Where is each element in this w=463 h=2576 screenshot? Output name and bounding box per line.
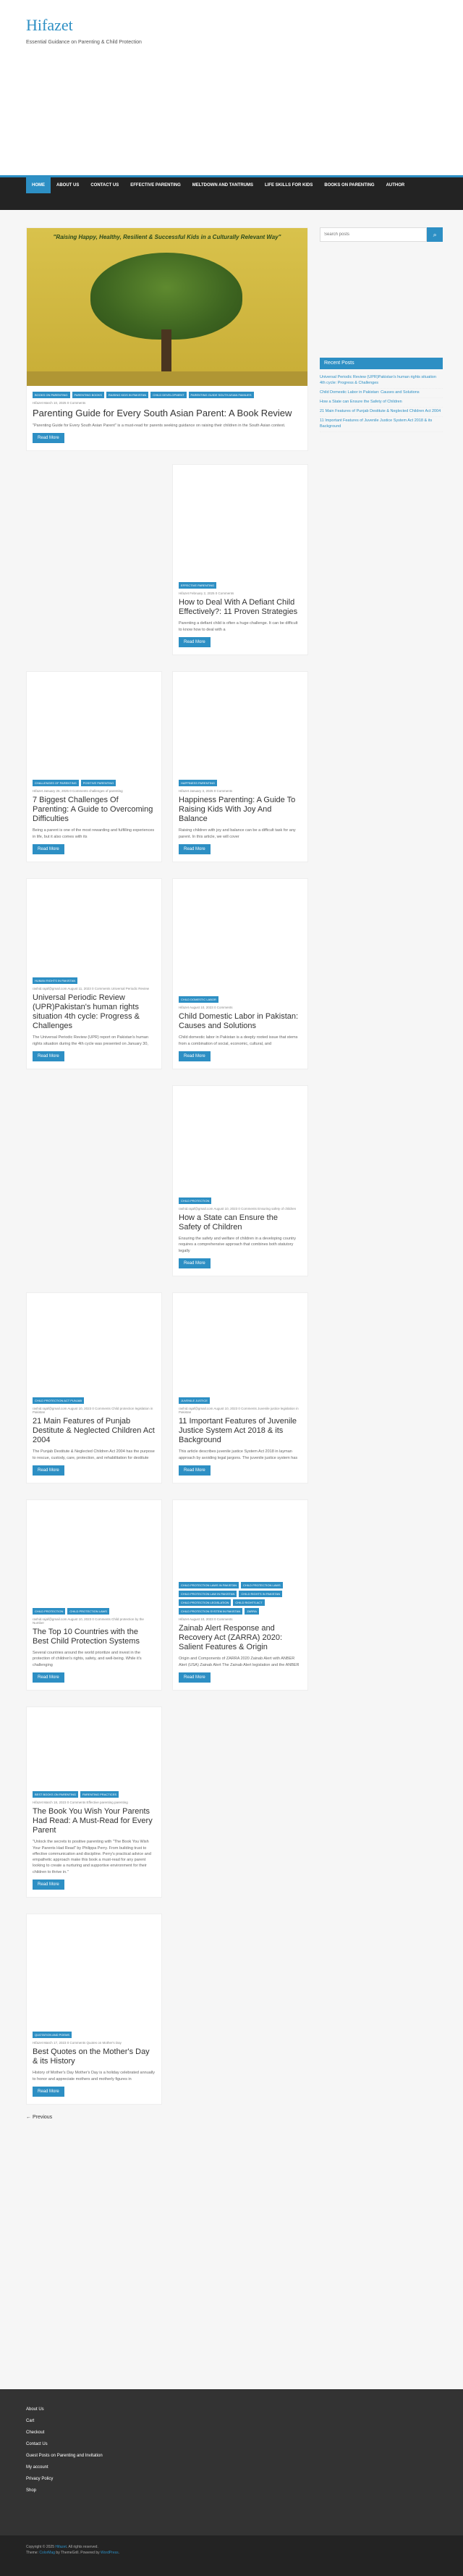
tree-trunk bbox=[161, 329, 171, 373]
post-excerpt: Ensuring the safety and welfare of children in a developing country requires a comprehensive approach that combines both statutory legally bbox=[179, 1237, 297, 1253]
search-input[interactable] bbox=[320, 227, 427, 242]
recent-post-link[interactable]: How a State can Ensure the Safety of Children bbox=[320, 398, 443, 408]
nav-author[interactable]: AUTHOR bbox=[386, 183, 405, 188]
search-icon: ⌕ bbox=[433, 230, 437, 238]
post-card bbox=[172, 1085, 308, 1276]
copyright-site-link[interactable]: Hifazet bbox=[55, 2545, 67, 2549]
post-tags bbox=[33, 977, 156, 984]
category-tag[interactable]: CHILD PROTECTION SYSTEM IN PAKISTAN bbox=[179, 1608, 242, 1615]
post-title[interactable]: How to Deal With A Defiant Child Effectively?: 11 Proven Strategies bbox=[179, 597, 298, 617]
widget-title: Recent Posts bbox=[320, 358, 443, 369]
nav-books-on-parenting[interactable]: BOOKS ON PARENTING bbox=[324, 183, 375, 188]
post-excerpt: Several countries around the world prioritize and invest in the protection of children's rights, safety, and well-being. While it's challenging bbox=[33, 1651, 142, 1667]
post-card bbox=[26, 1914, 162, 2105]
post-card bbox=[26, 878, 162, 1069]
site-tagline: Essential Guidance on Parenting & Child Protection bbox=[26, 40, 142, 45]
category-tag[interactable]: CHILD RIGHTS IN PAKISTAN bbox=[239, 1591, 282, 1597]
post-excerpt: The Punjab Destitute & Neglected Children Act 2004 has the purpose to rescue, custody, care, protection, and rehabilitation for destitute bbox=[33, 1449, 155, 1460]
read-more-button[interactable]: Read More bbox=[179, 1258, 211, 1268]
main-column bbox=[26, 227, 308, 2105]
sidebar bbox=[320, 227, 443, 2105]
post-meta: Hifazet March 18, 2023 0 Comments Effective parenting parenting bbox=[33, 1800, 128, 1804]
post-meta: rashid.rajaf@gmail.com August 10, 2023 0 Comments Juvenile justice legislation in Pakistan bbox=[179, 1406, 299, 1414]
post-meta: Hifazet August 10, 2023 0 Comments bbox=[179, 1005, 233, 1009]
post-grid bbox=[26, 464, 308, 2105]
post-card bbox=[26, 1499, 162, 1691]
category-tag[interactable]: HAPPINESS PARENTING bbox=[179, 780, 217, 786]
read-more-button[interactable]: Read More bbox=[33, 1051, 64, 1061]
post-title[interactable]: Zainab Alert Response and Recovery Act (ZARRA) 2020: Salient Features & Origin bbox=[179, 1623, 283, 1652]
footer-link-checkout[interactable]: Checkout bbox=[26, 2430, 45, 2435]
read-more-button[interactable]: Read More bbox=[179, 637, 211, 647]
category-tag[interactable]: BEST BOOKS ON PARENTING bbox=[33, 1791, 78, 1798]
category-tag[interactable]: CHILD DOMESTIC LABOR bbox=[179, 996, 218, 1003]
post-tags bbox=[179, 780, 302, 786]
search-button[interactable] bbox=[427, 227, 443, 242]
featured-tags bbox=[33, 392, 302, 398]
post-excerpt: Origin and Components of ZARRA 2020 Zainab Alert with ANBER Alert (USA) Zainab Alert The Zainab Alert legislation and the ANBER bbox=[179, 1657, 300, 1667]
site-title[interactable]: Hifazet bbox=[26, 16, 73, 34]
category-tag[interactable]: CHILD PROTECTION bbox=[33, 1608, 65, 1615]
theme-link[interactable]: ColorMag bbox=[39, 2551, 56, 2555]
nav-effective-parenting[interactable]: EFFECTIVE PARENTING bbox=[130, 183, 181, 188]
post-title[interactable]: 7 Biggest Challenges Of Parenting: A Guide to Overcoming Difficulties bbox=[33, 795, 153, 824]
post-meta: rashid.rajaf@gmail.com August 10, 2023 0 Comments Ensuring safety of children bbox=[179, 1206, 297, 1211]
nav-meltdown-tantrums[interactable]: MELTDOWN AND TANTRUMS bbox=[192, 183, 254, 188]
post-title[interactable]: 11 Important Features of Juvenile Justice System Act 2018 & its Background bbox=[179, 1416, 297, 1445]
tree-illustration bbox=[90, 253, 242, 340]
category-tag[interactable]: HUMAN RIGHTS IN PAKISTAN bbox=[33, 977, 77, 984]
post-tags bbox=[33, 1397, 156, 1404]
previous-page-link[interactable]: ← Previous bbox=[26, 2114, 53, 2120]
wordpress-link[interactable]: WordPress bbox=[101, 2551, 119, 2555]
category-tag[interactable]: EFFECTIVE PARENTING bbox=[179, 582, 216, 589]
post-tags bbox=[33, 1608, 156, 1615]
recent-post-link[interactable]: Universal Periodic Review (UPR)Pakistan's human rights situation 4th cycle: Progress & Challenges bbox=[320, 374, 443, 389]
post-meta: rashid.rajaf@gmail.com August 10, 2023 0 Comments Child protection legislation in Pakistan bbox=[33, 1406, 153, 1414]
post-excerpt: The Universal Periodic Review (UPR) report on Pakistan's human rights situation during the 4th cycle was presented on January 30, bbox=[33, 1035, 149, 1046]
featured-banner-text: "Raising Happy, Healthy, Resilient & Successful Kids in a Culturally Relevant Way" bbox=[53, 234, 281, 240]
copyright-rights: . All rights reserved. bbox=[66, 2545, 98, 2549]
post-card bbox=[172, 671, 308, 862]
main-navigation bbox=[0, 175, 463, 210]
featured-image[interactable] bbox=[27, 228, 307, 386]
post-title[interactable]: Child Domestic Labor in Pakistan: Causes and Solutions bbox=[179, 1011, 299, 1031]
post-tags bbox=[179, 1197, 302, 1204]
category-tag[interactable]: CHILD PROTECTION LAW IN PAKISTAN bbox=[179, 1591, 237, 1597]
footer-link-guest-posts[interactable]: Guest Posts on Parenting and Invitation bbox=[26, 2454, 103, 2458]
nav-home[interactable]: HOME bbox=[26, 177, 51, 193]
post-meta: Hifazet January 26, 2025 0 Comments challenges of parenting bbox=[33, 788, 123, 793]
category-tag[interactable]: CHILD PROTECTION bbox=[179, 1197, 211, 1204]
post-excerpt: Being a parent is one of the most rewarding and fulfilling experiences in life, but it also comes with its bbox=[33, 828, 155, 839]
category-tag[interactable]: CHILD PROTECTION LAWS IN PAKISTAN bbox=[179, 1582, 239, 1588]
post-card bbox=[172, 1292, 308, 1483]
post-title[interactable]: Best Quotes on the Mother's Day & its History bbox=[33, 2047, 150, 2066]
category-tag[interactable]: QUOTATION AND POEMS bbox=[33, 2032, 72, 2038]
category-tag[interactable]: PARENTING GUIDE SOUTH ASIAN FAMILIES bbox=[189, 392, 254, 398]
theme-prefix: Theme: bbox=[26, 2551, 38, 2555]
read-more-button[interactable]: Read More bbox=[179, 844, 211, 854]
read-more-button[interactable]: Read More bbox=[33, 2087, 64, 2097]
copyright-bar bbox=[0, 2535, 463, 2576]
category-tag[interactable]: PARENTING PRACTICES bbox=[80, 1791, 119, 1798]
category-tag[interactable]: RAISING KIDS IN PAKISTAN bbox=[106, 392, 148, 398]
post-tags bbox=[33, 780, 156, 786]
post-tags bbox=[179, 582, 302, 589]
category-tag[interactable]: CHILD PROTECTION ACT PUNJAB bbox=[33, 1397, 84, 1404]
post-meta: rashid.rajaf@gmail.com August 10, 2023 0 Comments Child protection by the Number bbox=[33, 1617, 144, 1625]
post-card bbox=[172, 1499, 308, 1691]
post-excerpt: "Parenting Guide for Every South Asian Parent" is a must-read for parents seeking guidance on raising their children in the South Asian context. bbox=[33, 423, 286, 428]
recent-posts-widget bbox=[320, 358, 443, 432]
post-meta: Hifazet January 3, 2025 0 Comments bbox=[179, 788, 233, 793]
post-meta: Hifazet March 10, 2025 0 Comments bbox=[33, 401, 86, 405]
nav-about-us[interactable]: ABOUT US bbox=[56, 183, 80, 188]
post-tags bbox=[179, 1397, 302, 1404]
post-excerpt: Parenting a defiant child is often a huge challenge. It can be difficult to know how to deal with a bbox=[179, 621, 298, 632]
post-card bbox=[26, 1706, 162, 1898]
footer-link-contact-us[interactable]: Contact Us bbox=[26, 2442, 48, 2446]
category-tag[interactable]: ZARRA bbox=[245, 1608, 259, 1615]
recent-post-link[interactable]: 11 Important Features of Juvenile Justice System Act 2018 & its Background bbox=[320, 417, 443, 432]
nav-contact-us[interactable]: CONTACT US bbox=[90, 183, 119, 188]
read-more-button[interactable]: Read More bbox=[179, 1465, 211, 1476]
post-excerpt: Child domestic labor in Pakistan is a deeply rooted issue that stems from a combination of social, economic, cultural, and bbox=[179, 1035, 298, 1046]
category-tag[interactable]: PARENTING BOOKS bbox=[72, 392, 104, 398]
post-title[interactable]: The Top 10 Countries with the Best Child Protection Systems bbox=[33, 1627, 140, 1646]
category-tag[interactable]: BOOKS ON PARENTING bbox=[33, 392, 70, 398]
post-meta: Hifazet August 10, 2023 0 Comments bbox=[179, 1617, 233, 1621]
footer-link-about-us[interactable]: About Us bbox=[26, 2407, 44, 2412]
category-tag[interactable]: CHILD PROTECTION LEGISLATION bbox=[179, 1599, 231, 1606]
post-title[interactable]: 21 Main Features of Punjab Destitute & Neglected Children Act 2004 bbox=[33, 1416, 155, 1445]
post-excerpt: History of Mother's Day Mother's Day is a holiday celebrated annually to honor and appreciate mothers and motherly figures in bbox=[33, 2071, 156, 2082]
footer-link-cart[interactable]: Cart bbox=[26, 2419, 35, 2423]
post-meta: Hifazet March 17, 2023 0 Comments Quotes on Mother's Day bbox=[33, 2040, 122, 2045]
recent-post-link[interactable]: Child Domestic Labor in Pakistan: Causes and Solutions bbox=[320, 389, 443, 398]
footer bbox=[0, 2389, 463, 2535]
post-title[interactable]: Universal Periodic Review (UPR)Pakistan's human rights situation 4th cycle: Progress & Challenges bbox=[33, 993, 140, 1031]
nav-life-skills[interactable]: LIFE SKILLS FOR KIDS bbox=[265, 183, 313, 188]
category-tag[interactable]: CHILD PROTECTION LAWS bbox=[241, 1582, 283, 1588]
search-form bbox=[320, 227, 443, 242]
post-title[interactable]: Parenting Guide for Every South Asian Parent: A Book Review bbox=[33, 408, 292, 418]
post-excerpt: "Unlock the secrets to positive parenting with "The Book You Wish Your Parents Had Read" by Philippa Perry. From building trust to effective communication and discipline. Perry's practical advice and empathetic approach make this book a must-read for any parent looking to create a nurturing and supportive environment for their children to thrive in." bbox=[33, 1840, 151, 1874]
post-title[interactable]: The Book You Wish Your Parents Had Read: A Must-Read for Every Parent bbox=[33, 1806, 153, 1835]
category-tag[interactable]: JUVENILE JUSTICE bbox=[179, 1397, 210, 1404]
post-tags bbox=[179, 996, 302, 1003]
post-card bbox=[26, 671, 162, 862]
copyright-text: Copyright © 2025 bbox=[26, 2545, 54, 2549]
post-tags bbox=[33, 2032, 156, 2038]
theme-line bbox=[26, 2550, 437, 2556]
post-card bbox=[172, 464, 308, 655]
category-tag[interactable]: CHALLENGES OF PARENTING bbox=[33, 780, 79, 786]
read-more-button[interactable]: Read More bbox=[33, 844, 64, 854]
recent-posts-list bbox=[320, 369, 443, 432]
category-tag[interactable]: CHILD RIGHTS ACT bbox=[233, 1599, 264, 1606]
post-tags bbox=[179, 1582, 302, 1615]
read-more-button[interactable]: Read More bbox=[179, 1672, 211, 1683]
footer-link-my-account[interactable]: My account bbox=[26, 2465, 48, 2470]
footer-link-privacy-policy[interactable]: Privacy Policy bbox=[26, 2477, 54, 2481]
post-title[interactable]: How a State can Ensure the Safety of Children bbox=[179, 1213, 278, 1232]
read-more-button[interactable]: Read More bbox=[33, 1880, 64, 1890]
site-header bbox=[0, 0, 463, 175]
post-excerpt: Raising children with joy and balance can be a difficult task for any parent. In this article, we will cover bbox=[179, 828, 296, 839]
ground bbox=[27, 371, 307, 386]
post-meta: Hifazet February 2, 2025 0 Comments bbox=[179, 591, 234, 595]
recent-post-link[interactable]: 21 Main Features of Punjab Destitute & Neglected Children Act 2004 bbox=[320, 408, 443, 417]
post-card bbox=[172, 878, 308, 1069]
read-more-button[interactable]: Read More bbox=[33, 1672, 64, 1683]
post-excerpt: This article describes juvenile justice System Act 2018 in layman approach by avoiding legal jargons. The juvenile justice system has bbox=[179, 1449, 298, 1460]
post-meta: rashid.rajaf@gmail.com August 11, 2023 0 Comments Universal Periodic Review bbox=[33, 986, 150, 990]
category-tag[interactable]: CHILD PROTECTION LAWS bbox=[67, 1608, 109, 1615]
featured-post bbox=[26, 227, 308, 451]
read-more-button[interactable]: Read More bbox=[179, 1051, 211, 1061]
content-area bbox=[0, 210, 463, 2105]
theme-end: . bbox=[118, 2551, 120, 2555]
theme-by: by ThemeGrill. Powered by bbox=[56, 2551, 100, 2555]
category-tag[interactable]: POSITIVE PARENTING bbox=[81, 780, 116, 786]
category-tag[interactable]: CHILD DEVELOPMENT bbox=[150, 392, 186, 398]
post-card bbox=[26, 1292, 162, 1483]
post-title[interactable]: Happiness Parenting: A Guide To Raising Kids With Joy And Balance bbox=[179, 795, 296, 824]
read-more-button[interactable]: Read More bbox=[33, 433, 64, 443]
copyright-line bbox=[26, 2544, 437, 2550]
post-tags bbox=[33, 1791, 156, 1798]
read-more-button[interactable]: Read More bbox=[33, 1465, 64, 1476]
footer-link-shop[interactable]: Shop bbox=[26, 2488, 37, 2493]
